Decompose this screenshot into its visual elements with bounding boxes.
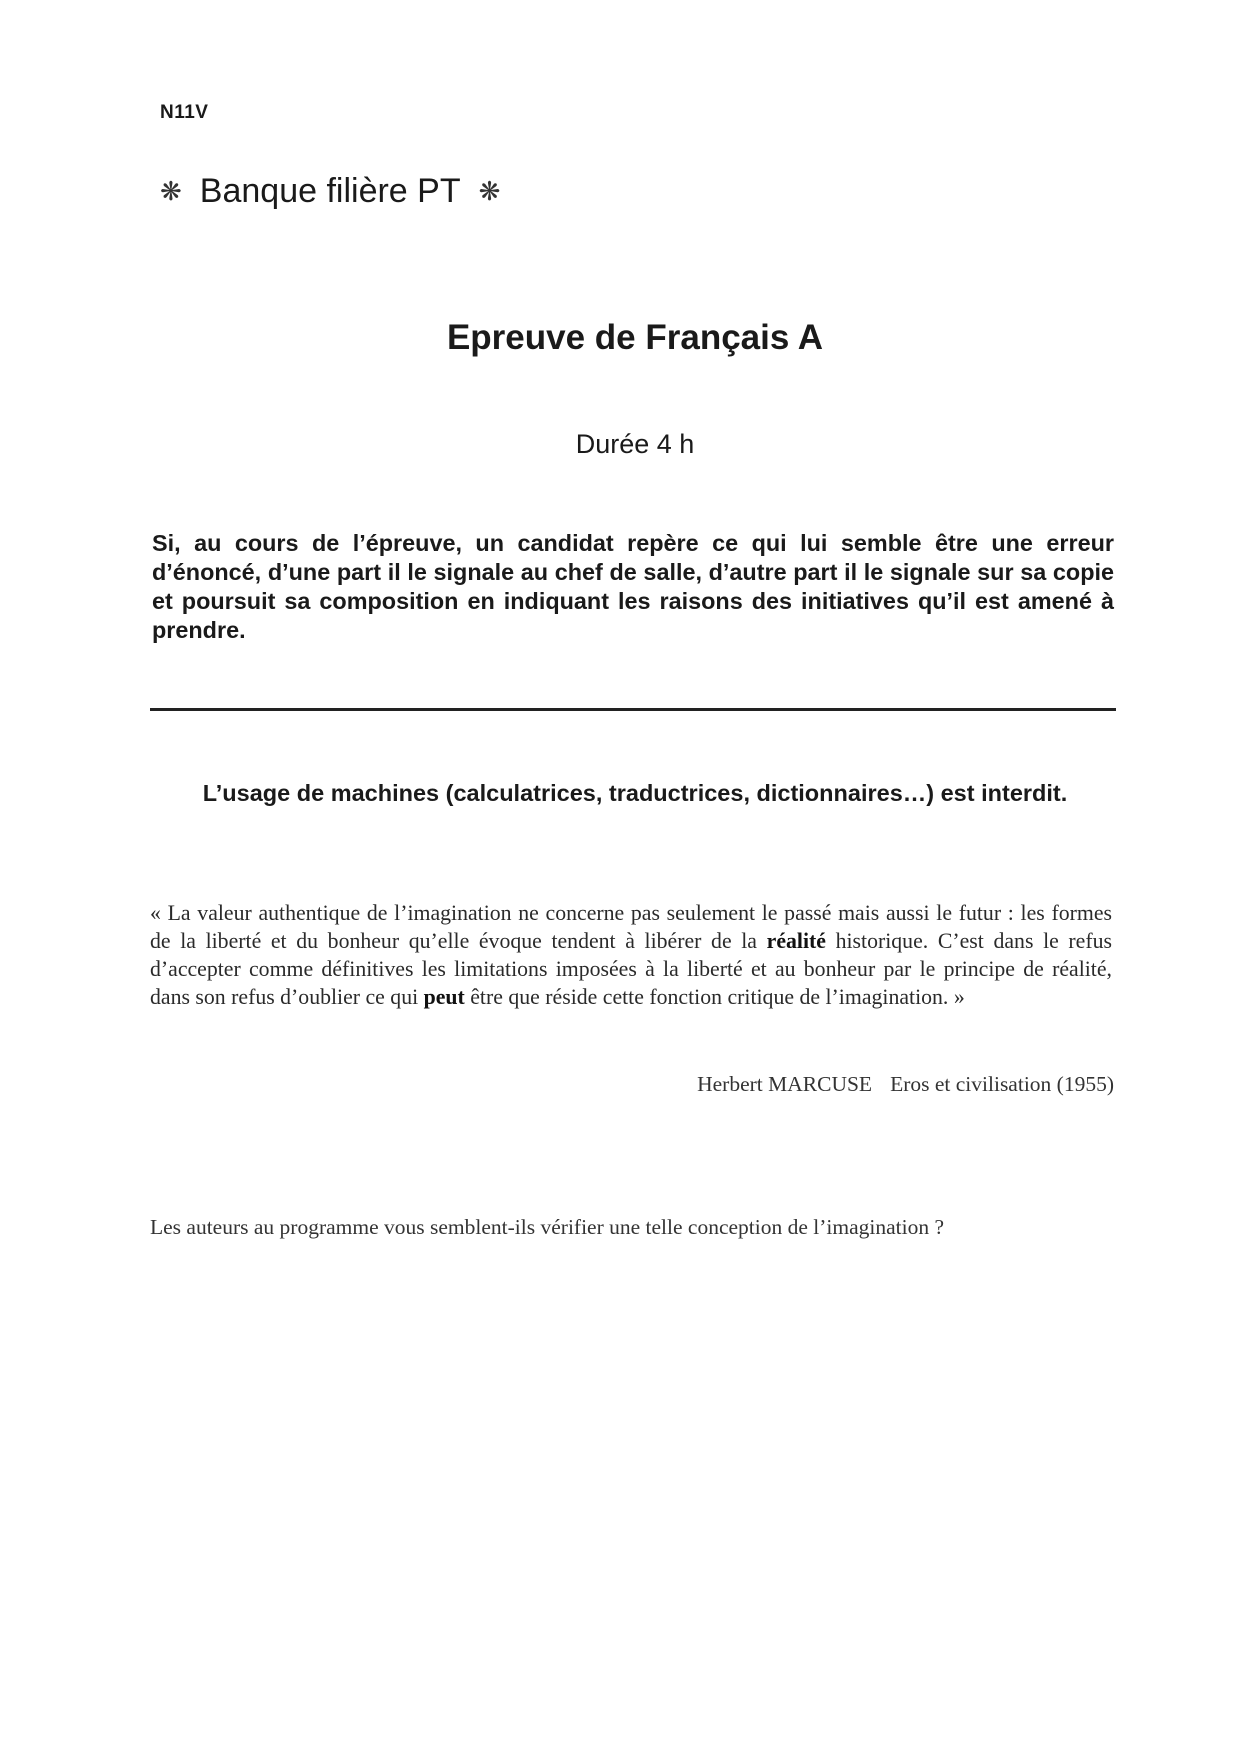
essay-question: Les auteurs au programme vous semblent-ils vérifier une telle conception de l’imagination ? [150, 1215, 945, 1239]
quotation-part-1: « La valeur authentique de l’imagination ne concerne pas seulement le passé mais aussi le futur : les formes de la liberté et du bonheur qu’elle évoque tendent à libérer de la [150, 901, 1112, 953]
quotation-attribution [697, 1072, 1114, 1097]
quotation-emphasis-reality: réalité [766, 929, 826, 953]
error-reporting-instructions: Si, au cours de l’épreuve, un candidat repère ce qui lui semble être une erreur d’énoncé, d’une part il le signale au chef de salle, d’autre part il le signale sur sa copie et poursuit sa composition en indiquant les raisons des initiatives qu’il est amené à prendre. [152, 530, 1114, 643]
exam-duration: Durée 4 h [575, 429, 695, 459]
horizontal-divider [150, 708, 1116, 711]
bank-title: Banque filière PT [199, 172, 461, 210]
exam-title: Epreuve de Français A [446, 318, 824, 357]
machines-ban-notice: L’usage de machines (calculatrices, traductrices, dictionnaires…) est interdit. [202, 780, 1068, 806]
quotation-part-2: historique. C’est dans le refus d’accepter comme définitives les limitations imposées à la liberté et au bonheur par le principe de réalité, dans son refus d’oublier ce qui [150, 929, 1113, 1009]
snowflake-ornament-icon: ❋ [478, 176, 501, 206]
quotation-work: Eros et civilisation (1955) [890, 1072, 1114, 1096]
quotation-part-3: être que réside cette fonction critique de l’imagination. » [470, 985, 965, 1009]
bank-heading [160, 172, 500, 211]
exam-code: N11V [160, 102, 209, 123]
snowflake-ornament-icon: ❋ [160, 176, 182, 206]
quotation-text [150, 899, 1112, 1011]
quotation-emphasis-peut: peut [423, 985, 465, 1009]
quotation-author: Herbert MARCUSE [697, 1072, 873, 1096]
